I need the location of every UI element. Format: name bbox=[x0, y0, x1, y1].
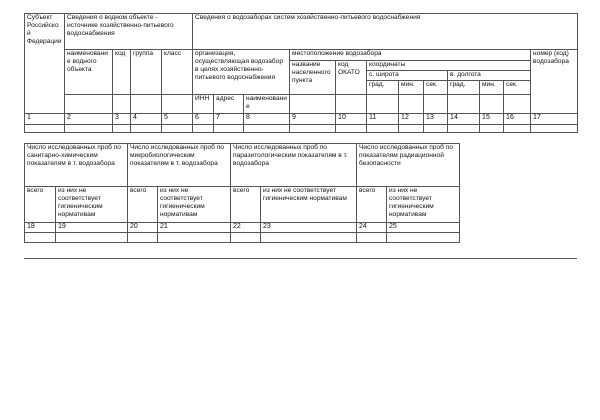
blank-cell bbox=[399, 95, 424, 114]
data-cell[interactable] bbox=[290, 125, 336, 133]
footnote-divider bbox=[24, 258, 577, 259]
column-number: 3 bbox=[113, 114, 131, 125]
header-lon-deg: град. bbox=[448, 81, 480, 95]
data-cell[interactable] bbox=[131, 125, 162, 133]
data-cell[interactable] bbox=[128, 233, 158, 243]
column-number: 18 bbox=[25, 223, 56, 233]
data-cell[interactable] bbox=[504, 125, 531, 133]
header-lon-sec: сек. bbox=[504, 81, 531, 95]
blank-cell bbox=[290, 95, 336, 114]
data-row bbox=[25, 125, 578, 133]
column-number: 25 bbox=[387, 223, 460, 233]
column-number: 9 bbox=[290, 114, 336, 125]
column-number: 12 bbox=[399, 114, 424, 125]
header-sanitary-chemical: Число исследованных проб по санитарно-химическим показателям в т. водозабора bbox=[25, 144, 128, 187]
data-cell[interactable] bbox=[65, 125, 113, 133]
column-number: 7 bbox=[214, 114, 244, 125]
column-number: 24 bbox=[357, 223, 387, 233]
data-cell[interactable] bbox=[162, 125, 193, 133]
blank-cell bbox=[480, 95, 504, 114]
column-number: 19 bbox=[56, 223, 128, 233]
header-radiation: Число исследованных проб по показателям радиационной безопасности bbox=[357, 144, 460, 187]
header-location: местоположение водозабора bbox=[290, 50, 531, 61]
header-wo-code: код bbox=[113, 50, 131, 95]
column-number: 14 bbox=[448, 114, 480, 125]
samples-table bbox=[24, 143, 460, 243]
data-row bbox=[25, 233, 460, 243]
data-cell[interactable] bbox=[367, 125, 399, 133]
header-lat-deg: град. bbox=[367, 81, 399, 95]
blank-cell bbox=[336, 95, 367, 114]
column-number: 4 bbox=[131, 114, 162, 125]
column-number: 16 bbox=[504, 114, 531, 125]
column-number: 15 bbox=[480, 114, 504, 125]
column-number: 13 bbox=[424, 114, 448, 125]
blank-cell bbox=[131, 95, 162, 114]
column-number: 11 bbox=[367, 114, 399, 125]
column-number: 8 bbox=[244, 114, 290, 125]
header-settlement: название населенного пункта bbox=[290, 61, 336, 95]
header-wo-group: группа bbox=[131, 50, 162, 95]
header-coordinates: координаты bbox=[367, 61, 531, 71]
header-lat-sec: сек. bbox=[424, 81, 448, 95]
column-numbers-row bbox=[25, 114, 578, 125]
blank-cell bbox=[448, 95, 480, 114]
water-intake-info-table bbox=[24, 13, 578, 133]
data-cell[interactable] bbox=[336, 125, 367, 133]
header-parasitological: Число исследованных проб по паразитологическим показателям в т. водозабора bbox=[231, 144, 357, 187]
header-inn: ИНН bbox=[193, 95, 214, 114]
header-wo-class: класс bbox=[162, 50, 193, 95]
data-cell[interactable] bbox=[193, 125, 214, 133]
data-cell[interactable] bbox=[480, 125, 504, 133]
header-noncompliant: из них не соответствует гигиеническим нормативам bbox=[387, 187, 460, 223]
header-intake-number: номер (код) водозабора bbox=[531, 50, 578, 114]
column-numbers-row bbox=[25, 223, 460, 233]
header-subject: Субъект Российской Федерации bbox=[25, 14, 65, 114]
blank-cell bbox=[162, 95, 193, 114]
column-number: 21 bbox=[158, 223, 231, 233]
header-organization: организация, осуществляющая водозабор в целях хозяйственно-питьевого водоснабжения bbox=[193, 50, 290, 95]
column-number: 6 bbox=[193, 114, 214, 125]
data-cell[interactable] bbox=[531, 125, 578, 133]
data-cell[interactable] bbox=[424, 125, 448, 133]
header-okato: код ОКАТО bbox=[336, 61, 367, 95]
blank-cell bbox=[504, 95, 531, 114]
column-number: 17 bbox=[531, 114, 578, 125]
header-longitude: в. долгота bbox=[448, 71, 531, 81]
header-address: адрес bbox=[214, 95, 244, 114]
blank-cell bbox=[113, 95, 131, 114]
data-cell[interactable] bbox=[113, 125, 131, 133]
header-total: всего bbox=[128, 187, 158, 223]
header-total: всего bbox=[25, 187, 56, 223]
header-total: всего bbox=[357, 187, 387, 223]
header-intakes: Сведения о водозаборах систем хозяйственно-питьевого водоснабжения bbox=[193, 14, 578, 50]
data-cell[interactable] bbox=[25, 125, 65, 133]
header-microbiological: Число исследованных проб по микробиологическим показателям в т. водозабора bbox=[128, 144, 231, 187]
column-number: 10 bbox=[336, 114, 367, 125]
blank-cell bbox=[424, 95, 448, 114]
header-water-object: Сведения о водном объекте - источнике хозяйственно-питьевого водоснабжения bbox=[65, 14, 193, 50]
blank-cell bbox=[367, 95, 399, 114]
column-number: 5 bbox=[162, 114, 193, 125]
header-lon-min: мин. bbox=[480, 81, 504, 95]
column-number: 1 bbox=[25, 114, 65, 125]
header-lat-min: мин. bbox=[399, 81, 424, 95]
data-cell[interactable] bbox=[231, 233, 261, 243]
data-cell[interactable] bbox=[214, 125, 244, 133]
header-org-name: наименование bbox=[244, 95, 290, 114]
data-cell[interactable] bbox=[56, 233, 128, 243]
column-number: 23 bbox=[261, 223, 357, 233]
data-cell[interactable] bbox=[25, 233, 56, 243]
blank-cell bbox=[65, 95, 113, 114]
header-noncompliant: из них не соответствует гигиеническим нормативам bbox=[158, 187, 231, 223]
header-total: всего bbox=[231, 187, 261, 223]
data-cell[interactable] bbox=[261, 233, 357, 243]
data-cell[interactable] bbox=[244, 125, 290, 133]
header-noncompliant: из них не соответствует гигиеническим нормативам bbox=[56, 187, 128, 223]
data-cell[interactable] bbox=[158, 233, 231, 243]
column-number: 20 bbox=[128, 223, 158, 233]
data-cell[interactable] bbox=[448, 125, 480, 133]
data-cell[interactable] bbox=[357, 233, 387, 243]
header-latitude: с. широта bbox=[367, 71, 448, 81]
header-noncompliant: из них не соответствует гигиеническим нормативам bbox=[261, 187, 357, 223]
column-number: 2 bbox=[65, 114, 113, 125]
column-number: 22 bbox=[231, 223, 261, 233]
data-cell[interactable] bbox=[387, 233, 460, 243]
header-wo-name: наименование водного объекта bbox=[65, 50, 113, 95]
data-cell[interactable] bbox=[399, 125, 424, 133]
